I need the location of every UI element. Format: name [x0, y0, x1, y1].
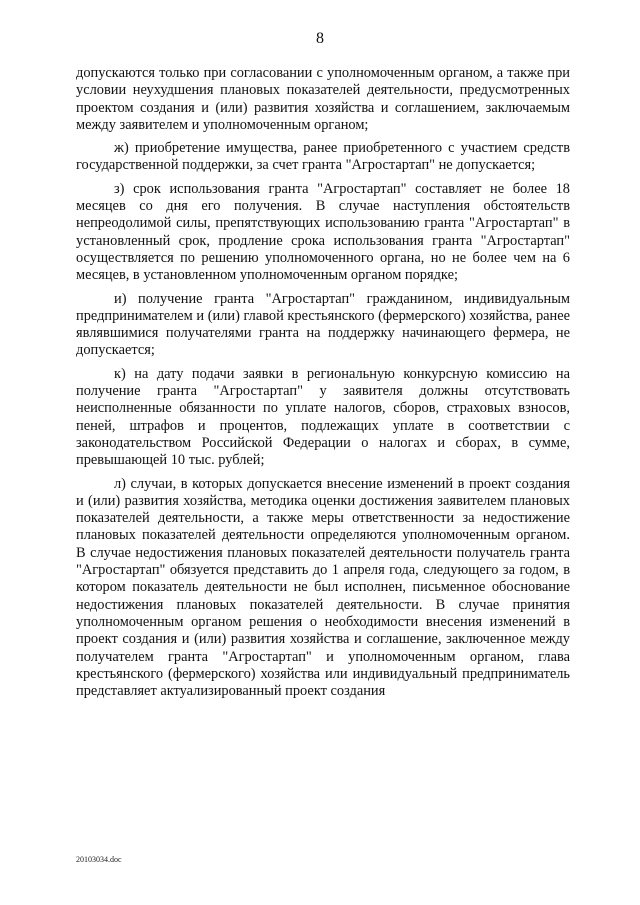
- document-body: [76, 65, 570, 706]
- footer-file-name: 20103034.doc: [76, 855, 122, 864]
- paragraph-item-k: к) на дату подачи заявки в региональную конкурсную комиссию на получение гранта "Агростартап" у заявителя должны отсутствовать неисполненные обязанности по уплате налогов, сборов, страховых взносов, пеней, штрафов и процентов, подлежащих уплате в соответствии с законодательством Российской Федерации о налогах и сборах, в сумме, превышающей 10 тыс. рублей;: [76, 365, 570, 469]
- paragraph-item-zh: ж) приобретение имущества, ранее приобретенного с участием средств государственной поддержки, за счет гранта "Агростартап" не допускается;: [76, 140, 570, 174]
- paragraph-continuation: допускаются только при согласовании с уполномоченным органом, а также при условии неухудшения плановых показателей деятельности, предусмотренных проектом создания и (или) развития хозяйства и соглашением, заключаемым между заявителем и уполномоченным органом;: [76, 65, 570, 133]
- page-number: 8: [316, 30, 324, 47]
- paragraph-item-z: з) срок использования гранта "Агростартап" составляет не более 18 месяцев со дня его получения. В случае наступления обстоятельств непреодолимой силы, препятствующих использованию гранта "Агростартап" в установленный срок, продление срока использования гранта "Агростартап" осуществляется по решению уполномоченного органа, но не более чем на 6 месяцев, в установленном уполномоченным органом порядке;: [76, 180, 570, 284]
- paragraph-item-i: и) получение гранта "Агростартап" гражданином, индивидуальным предпринимателем и (или) главой крестьянского (фермерского) хозяйства, ранее являвшимися получателями гранта на поддержку начинающего фермера, не допускается;: [76, 290, 570, 359]
- paragraph-item-l: л) случаи, в которых допускается внесение изменений в проект создания и (или) развития хозяйства, методика оценки достижения заявителем плановых показателей деятельности, а также меры ответственности за недостижение плановых показателей деятельности определяются уполномоченным органом. В случае недостижения плановых показателей деятельности получатель гранта "Агростартап" обязуется представить до 1 апреля года, следующего за годом, в котором показатель деятельности не был исполнен, письменное обоснование недостижения плановых показателей деятельности. В случае принятия уполномоченным органом решения о необходимости внесения изменений в проект создания и (или) развития хозяйства и соглашение, заключенное между получателем гранта "Агростартап" и уполномоченным органом, глава крестьянского (фермерского) хозяйства или индивидуальный предприниматель представляет актуализированный проект создания: [76, 475, 570, 700]
